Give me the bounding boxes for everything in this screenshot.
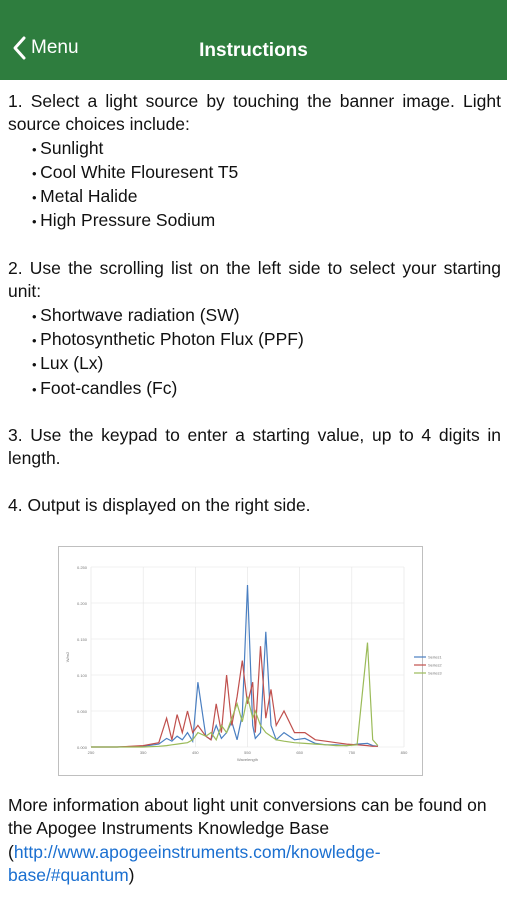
y-tick-label: 0.000: [76, 745, 87, 750]
instructions-content: [8, 90, 501, 517]
back-label: Menu: [31, 37, 79, 58]
legend-label: Series1: [428, 654, 442, 660]
step-4-text: 4. Output is displayed on the right side.: [8, 495, 311, 516]
footer-text: More information about light unit conversions can be found on the Apogee Instruments Knowledge Base (: [8, 795, 487, 862]
y-tick-label: 0.050: [76, 709, 87, 714]
footer-info: [8, 794, 501, 887]
footer-close: ): [128, 864, 135, 885]
list-item: • Lux (Lx): [32, 352, 501, 376]
y-tick-label: 0.150: [76, 637, 87, 642]
y-tick-label: 0.100: [76, 673, 87, 678]
list-item: • Shortwave radiation (SW): [32, 304, 501, 328]
list-item: • Photosynthetic Photon Flux (PPF): [32, 328, 501, 352]
legend-label: Series3: [428, 670, 442, 676]
list-item: • Metal Halide: [32, 185, 501, 209]
spectrum-chart-svg: [59, 547, 442, 775]
x-tick-label: 650: [296, 750, 304, 755]
starting-unit-list: [32, 304, 501, 401]
y-axis-label: W/m2: [65, 651, 70, 663]
x-tick-label: 450: [191, 750, 199, 755]
list-item: • High Pressure Sodium: [32, 209, 501, 233]
light-source-list: [32, 137, 501, 234]
x-tick-label: 350: [139, 750, 147, 755]
nav-bar: [0, 0, 507, 80]
page-title: Instructions: [199, 40, 308, 61]
spectrum-chart: [58, 546, 442, 776]
list-item: • Foot-candles (Fc): [32, 377, 501, 401]
list-item: • Cool White Flouresent T5: [32, 161, 501, 185]
legend-label: Series2: [428, 662, 442, 668]
step-3-text: 3. Use the keypad to enter a starting value, up to 4 digits in length.: [8, 425, 501, 469]
series-line-series1: [91, 585, 378, 747]
x-tick-label: 750: [348, 750, 356, 755]
x-tick-label: 550: [244, 750, 251, 755]
list-item: • Sunlight: [32, 137, 501, 161]
x-axis-label: Wavelength: [237, 757, 258, 762]
step-1-text: 1. Select a light source by touching the banner image. Light source choices include:: [8, 91, 501, 135]
y-tick-label: 0.200: [76, 601, 87, 606]
x-tick-label: 250: [87, 750, 95, 755]
x-tick-label: 850: [400, 750, 408, 755]
knowledge-base-link[interactable]: http://www.apogeeinstruments.com/knowledge-base/#quantum: [8, 841, 381, 885]
step-2-text: 2. Use the scrolling list on the left side to select your starting unit:: [8, 258, 501, 302]
y-tick-label: 0.250: [76, 565, 87, 570]
